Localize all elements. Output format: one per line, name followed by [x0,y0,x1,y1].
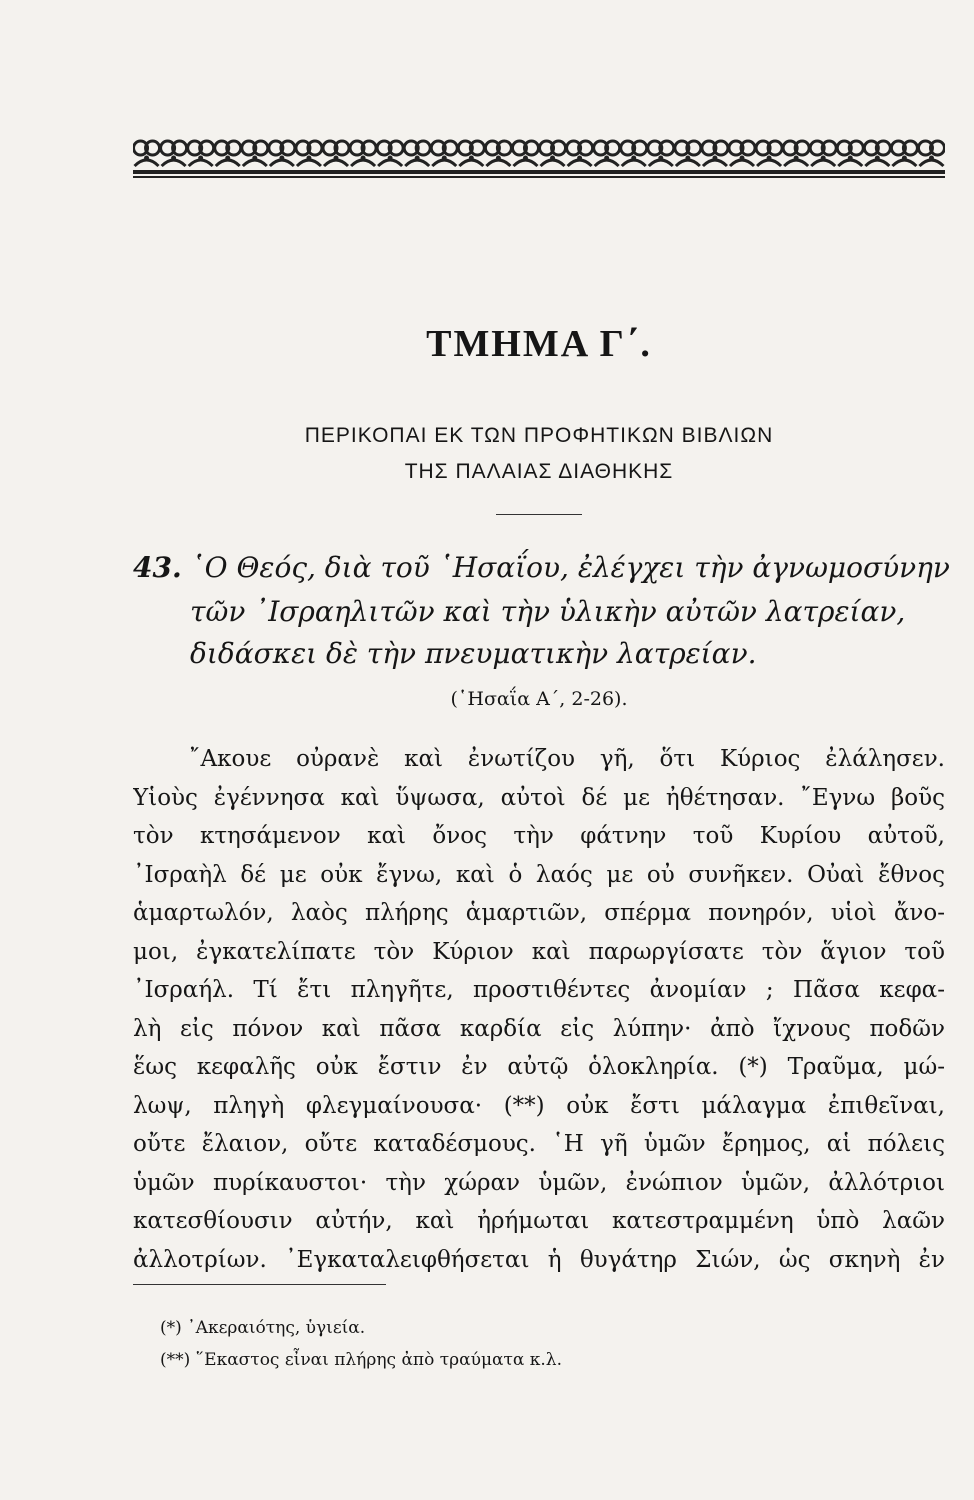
body-line: ἀλλοτρίων. ᾿Εγκαταλειφθήσεται ἡ θυγάτηρ Σιών, ὡς σκηνὴ ἐν [133,1246,945,1273]
ornament-motif [458,141,484,166]
ornament-motif [864,141,890,166]
section-title: ΤΜΗΜΑ Γ΄. [426,323,652,365]
body-text [133,740,945,1279]
body-line: ᾿Ισραήλ. Τί ἔτι πληγῆτε, προστιθέντες ἀνομίαν ; Πᾶσα κεφα- [133,977,945,1003]
ornament-motif [648,141,674,166]
ornament-motif [891,141,917,166]
ornament-motif [350,141,376,166]
body-line: λὴ εἰς πόνον καὶ πᾶσα καρδία εἰς λύπην· ἀπὸ ἴχνους ποδῶν [133,1015,945,1042]
scripture-reference: (῾Ησαΐα Α΄, 2-26). [450,688,628,710]
ornament-motif [512,141,538,166]
body-line: μοι, ἐγκατελίπατε τὸν Κύριον καὶ παρωργίσατε τὸν ἅγιον τοῦ [133,938,945,965]
body-line: οὔτε ἔλαιον, οὔτε καταδέσμους. ῾Η γῆ ὑμῶν ἔρημος, αἱ πόλεις [133,1131,945,1157]
subtitle-line-2: ΤΗΣ ΠΑΛΑΙΑΣ ΔΙΑΘΗΚΗΣ [404,460,674,483]
ornament-motif [188,141,214,166]
ornament-motif [431,141,457,166]
ornament-motif [377,141,403,166]
ornament-motif [215,141,241,166]
ornament-motif [756,141,782,166]
ornament-motif [269,141,295,166]
subtitle-line-1: ΠΕΡΙΚΟΠΑΙ ΕΚ ΤΩΝ ΠΡΟΦΗΤΙΚΩΝ ΒΙΒΛΙΩΝ [304,424,774,447]
chapter-heading-text-1: ῾Ο Θεός, διὰ τοῦ ῾Ησαΐου, ἐλέγχει τὴν ἀγνωμοσύνην [190,551,950,584]
ornament-motif [675,141,701,166]
ornament-motif [540,141,566,166]
ornament-motif [485,141,511,166]
body-line: ῎Ακουε οὐρανὲ καὶ ἐνωτίζου γῆ, ὅτι Κύριος ἐλάλησεν. [189,746,945,772]
footnote-1: (*) ᾿Ακεραιότης, ὑγιεία. [160,1318,366,1338]
ornament-rule [133,176,945,178]
footnote-2: (**) ῞Εκαστος εἶναι πλήρης ἀπὸ τραύματα κ.λ. [160,1350,562,1370]
body-line: τὸν κτησάμενον καὶ ὄνος τὴν φάτνην τοῦ Κυρίου αὐτοῦ, [133,823,945,849]
ornament-motif [621,141,647,166]
ornament-motif [918,141,944,166]
footnote-rule [133,1284,386,1285]
title-divider [496,514,582,515]
body-line: ἕως κεφαλῆς οὐκ ἔστιν ἐν αὐτῷ ὁλοκληρία. (*) Τραῦμα, μώ- [133,1054,945,1080]
ornament-motif [702,141,728,166]
ornament-motif [783,141,809,166]
ornament-motif [594,141,620,166]
chapter-number: 43. [133,551,182,584]
ornament-motif [810,141,836,166]
body-line: Υἱοὺς ἐγέννησα καὶ ὕψωσα, αὐτοὶ δέ με ἠθέτησαν. ῎Εγνω βοῦς [133,784,945,811]
body-line: ᾿Ισραὴλ δέ με οὐκ ἔγνω, καὶ ὁ λαός με οὐ συνῆκεν. Οὐαὶ ἔθνος [133,861,945,888]
chapter-heading-line-3: διδάσκει δὲ τὴν πνευματικὴν λατρείαν. [190,637,757,670]
ornament-pattern [133,128,945,176]
body-line: ἁμαρτωλόν, λαὸς πλήρης ἁμαρτιῶν, σπέρμα πονηρόν, υἱοὶ ἄνο- [133,900,945,926]
ornamental-header-band [133,128,945,176]
ornament-motif [729,141,755,166]
chapter-heading-line-1 [133,550,950,586]
chapter-heading-line-2: τῶν ᾿Ισραηλιτῶν καὶ τὴν ὑλικὴν αὐτῶν λατρείαν, [190,595,906,628]
ornament-motif [837,141,863,166]
ornament-motif [134,141,160,166]
ornament-motif [161,141,187,166]
ornament-motif [242,141,268,166]
ornament-motif [567,141,593,166]
body-line: ὑμῶν πυρίκαυστοι· τὴν χώραν ὑμῶν, ἐνώπιον ὑμῶν, ἀλλότριοι [133,1169,945,1196]
body-line: λωψ, πληγὴ φλεγμαίνουσα· (**) οὐκ ἔστι μάλαγμα ἐπιθεῖναι, [133,1092,945,1119]
body-line: κατεσθίουσιν αὐτήν, καὶ ἠρήμωται κατεστραμμένη ὑπὸ λαῶν [133,1208,945,1234]
ornament-motif [404,141,430,166]
ornament-motif [296,141,322,166]
ornament-motif [323,141,349,166]
